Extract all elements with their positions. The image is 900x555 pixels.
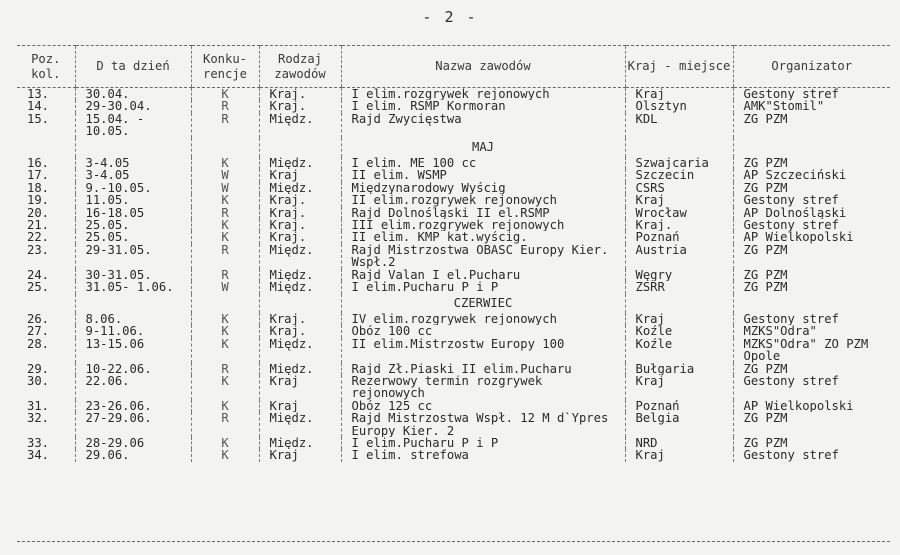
row-date: 28-29.06 [75,437,191,449]
row-organizer: ZG PZM [733,269,890,281]
row-type: K [191,313,259,325]
row-name: I elim. strefowa [341,449,625,461]
row-name: I elim.rozgrywek rejonowych [341,88,625,101]
table-row [17,338,890,363]
table-row [17,207,890,219]
table-row [17,363,890,375]
row-place: Szwajcaria [625,157,733,169]
row-organizer: AP Szczeciński [733,169,890,181]
row-number: 24. [27,268,50,282]
row-name: Rajd Zł.Piaski II elim.Pucharu [341,363,625,375]
row-number: 19. [27,194,50,207]
row-date: 13-15.06 [75,338,191,363]
header-org: Organizator [733,46,890,88]
row-place: Kraj [625,194,733,206]
row-number: 28. [27,337,50,351]
row-place: Belgia [625,412,733,437]
row-date: 30-31.05. [75,269,191,281]
table-row [17,100,890,112]
row-date: 31.05- 1.06. [75,281,191,293]
table-row [17,281,890,293]
table-row [17,231,890,243]
row-name: IV elim.rozgrywek rejonowych [341,313,625,325]
row-type: R [191,207,259,219]
table-row [17,269,890,281]
row-kind: Kraj. [259,313,341,325]
row-organizer: ZG PZM [733,244,890,269]
row-type: K [191,338,259,363]
row-place: Szczecin [625,169,733,181]
row-organizer: ZG PZM [733,113,890,138]
header-kind: Rodzaj zawodów [259,46,341,88]
row-organizer: AMK"Stomil" [733,100,890,112]
row-type: K [191,88,259,101]
row-number: 29. [27,362,50,375]
row-organizer: Gestony stref [733,449,890,461]
row-number: 22. [27,231,50,244]
june-heading [17,294,890,313]
row-organizer: Gestony stref [733,313,890,325]
row-name: II elim.Mistrzostw Europy 100 [341,338,625,363]
row-place: Kraj [625,375,733,400]
row-date: 25.05. [75,219,191,231]
row-kind: Kraj. [259,207,341,219]
row-date: 29-31.05. [75,244,191,269]
row-kind: Międz. [259,412,341,437]
header-date: D ta dzień [75,46,191,88]
table-row [17,194,890,206]
row-kind: Kraj [259,449,341,461]
row-place: NRD [625,437,733,449]
row-date: 30.04. [75,88,191,101]
row-number: 16. [27,157,50,170]
row-organizer: AP Dolnośląski [733,207,890,219]
row-name: III elim.rozgrywek rejonowych [341,219,625,231]
table-row [17,325,890,337]
row-date: 15.04. - 10.05. [75,113,191,138]
row-type: R [191,269,259,281]
row-type: K [191,157,259,169]
row-date: 11.05. [75,194,191,206]
table-row [17,157,890,169]
row-kind: Międz. [259,157,341,169]
row-number: 17. [27,169,50,182]
row-place: Poznań [625,400,733,412]
row-name: Obóz 125 cc [341,400,625,412]
table-row [17,219,890,231]
header-num: Poz. kol. [17,46,75,88]
row-place: CSRS [625,182,733,194]
row-kind: Kraj [259,169,341,181]
row-kind: Międz. [259,244,341,269]
row-type: W [191,169,259,181]
row-organizer: Gestony stref [733,219,890,231]
row-type: R [191,244,259,269]
row-kind: Międz. [259,437,341,449]
row-place: Poznań [625,231,733,243]
row-place: Koźle [625,338,733,363]
row-organizer: ZG PZM [733,182,890,194]
row-name: I elim. ME 100 cc [341,157,625,169]
row-organizer: Gestony stref [733,194,890,206]
row-name: Rezerwowy termin rozgrywek rejonowych [341,375,625,400]
row-type: R [191,113,259,138]
row-date: 22.06. [75,375,191,400]
row-name: Rajd Mistrzostwa OBASC Europy Kier. Wspł.2 [341,244,625,269]
row-date: 16-18.05 [75,207,191,219]
table-row [17,400,890,412]
row-date: 29-30.04. [75,100,191,112]
row-name: Rajd Dolnośląski II el.RSMP [341,207,625,219]
row-number: 13. [27,87,50,101]
row-organizer: ZG PZM [733,157,890,169]
row-name: Rajd Zwycięstwa [341,113,625,138]
table-row [17,437,890,449]
row-date: 9.-10.05. [75,182,191,194]
row-type: K [191,325,259,337]
row-name: I elim.Pucharu P i P [341,281,625,293]
row-number: 25. [27,281,50,294]
month-label-june: CZERWIEC [341,294,625,313]
row-type: K [191,437,259,449]
row-type: R [191,100,259,112]
row-date: 3-4.05 [75,169,191,181]
header-type: Konku- rencje [191,46,259,88]
row-kind: Międz. [259,338,341,363]
row-organizer: Gestony stref [733,375,890,400]
row-name: II elim. WSMP [341,169,625,181]
row-kind: Kraj. [259,219,341,231]
row-name: Międzynarodowy Wyścig [341,182,625,194]
row-type: K [191,231,259,243]
row-date: 3-4.05 [75,157,191,169]
row-type: W [191,182,259,194]
row-organizer: ZG PZM [733,281,890,293]
row-place: Węgry [625,269,733,281]
row-name: II elim. KMP kat.wyścig. [341,231,625,243]
row-place: KDL [625,113,733,138]
row-kind: Kraj [259,375,341,400]
table-row [17,113,890,138]
row-name: I elim. RSMP Kormoran [341,100,625,112]
row-kind: Międz. [259,281,341,293]
table-row [17,182,890,194]
row-date: 25.05. [75,231,191,243]
row-number: 34. [27,449,50,462]
row-place: Kraj [625,88,733,101]
row-organizer: AP Wielkopolski [733,231,890,243]
row-kind: Kraj. [259,88,341,101]
row-type: K [191,219,259,231]
row-kind: Międz. [259,363,341,375]
competition-table-sheet [17,45,890,551]
row-kind: Kraj [259,400,341,412]
row-place: Kraj [625,313,733,325]
row-date: 23-26.06. [75,400,191,412]
row-number: 30. [27,374,50,388]
row-number: 20. [27,206,50,220]
may-heading [17,138,890,157]
row-name: Rajd Valan I el.Pucharu [341,269,625,281]
row-number: 15. [27,112,50,126]
row-organizer: MZKS"Odra" ZO PZM Opole [733,338,890,363]
row-kind: Kraj. [259,325,341,337]
row-number: 26. [27,312,50,326]
row-name: I elim.Pucharu P i P [341,437,625,449]
row-type: W [191,281,259,293]
row-organizer: ZG PZM [733,363,890,375]
header-name: Nazwa zawodów [341,46,625,88]
month-label-may: MAJ [341,138,625,157]
row-date: 9-11.06. [75,325,191,337]
table-row [17,169,890,181]
table-header-row [17,46,890,88]
row-kind: Kraj. [259,100,341,112]
row-name: Rajd Mistrzostwa Wspł. 12 M d`Ypres Europy Kier. 2 [341,412,625,437]
row-organizer: Gestony stref [733,88,890,101]
row-number: 33. [27,436,50,450]
may-rows [17,157,890,293]
table-row [17,412,890,437]
row-place: Wrocław [625,207,733,219]
table-row [17,313,890,325]
table-row [17,449,890,461]
row-organizer: ZG PZM [733,412,890,437]
row-kind: Kraj. [259,194,341,206]
row-place: Bułgaria [625,363,733,375]
row-name: Obóz 100 cc [341,325,625,337]
row-place: Olsztyn [625,100,733,112]
row-place: ZSRR [625,281,733,293]
row-number: 32. [27,412,50,426]
row-type: K [191,375,259,400]
row-kind: Międz. [259,269,341,281]
row-type: K [191,194,259,206]
row-place: Kraj [625,449,733,461]
row-type: K [191,400,259,412]
row-kind: Międz. [259,113,341,138]
competition-table [17,45,890,462]
row-type: R [191,412,259,437]
row-number: 23. [27,243,50,257]
row-organizer: AP Wielkopolski [733,400,890,412]
row-number: 18. [27,181,50,195]
table-row [17,88,890,101]
row-kind: Międz. [259,182,341,194]
row-kind: Kraj. [259,231,341,243]
row-place: Austria [625,244,733,269]
row-number: 31. [27,399,50,413]
page-number: - 2 - [422,8,478,26]
row-date: 27-29.06. [75,412,191,437]
row-date: 8.06. [75,313,191,325]
row-type: R [191,363,259,375]
bottom-rule [17,541,890,542]
row-date: 29.06. [75,449,191,461]
row-name: II elim.rozgrywek rejonowych [341,194,625,206]
table-row [17,375,890,400]
table-row [17,244,890,269]
row-place: Koźle [625,325,733,337]
row-number: 21. [27,219,50,232]
row-place: Kraj. [625,219,733,231]
row-date: 10-22.06. [75,363,191,375]
header-place: Kraj - miejsce [625,46,733,88]
row-number: 14. [27,100,50,113]
row-organizer: ZG PZM [733,437,890,449]
row-organizer: MZKS"Odra" [733,325,890,337]
june-rows [17,313,890,462]
april-rows [17,88,890,138]
row-number: 27. [27,325,50,338]
row-type: K [191,449,259,461]
